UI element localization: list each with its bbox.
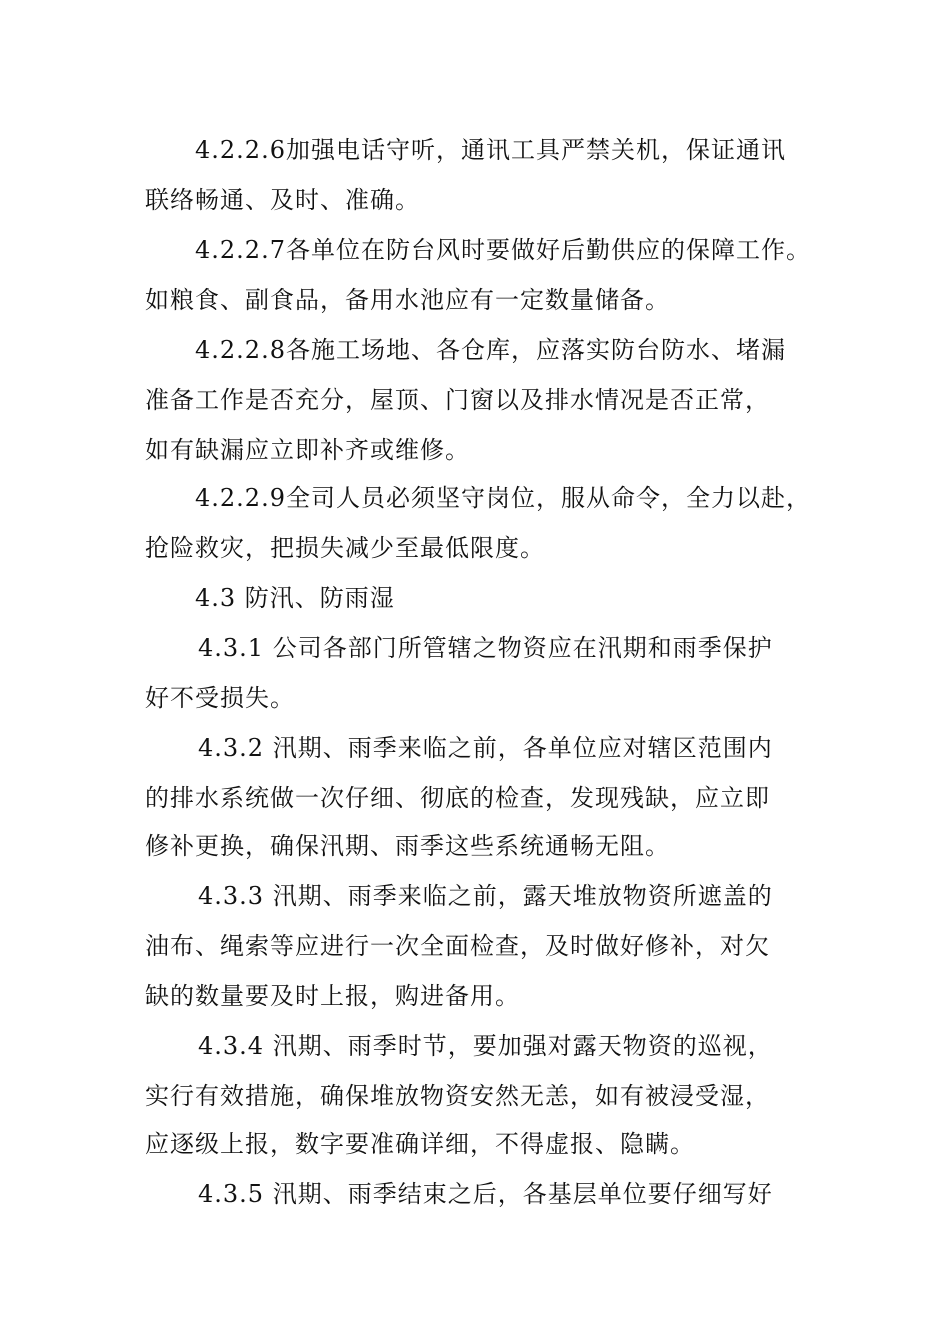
paragraph-4-3-3-line-1: 4.3.3 汛期、雨季来临之前，露天堆放物资所遮盖的 — [198, 882, 773, 910]
paragraph-4-3-3-line-2: 油布、绳索等应进行一次全面检查，及时做好修补，对欠 — [145, 932, 770, 960]
paragraph-4-3-1-line-2: 好不受损失。 — [145, 684, 295, 712]
paragraph-4-3-4-line-3: 应逐级上报，数字要准确详细，不得虚报、隐瞒。 — [145, 1130, 695, 1158]
paragraph-4-3-5-line-1: 4.3.5 汛期、雨季结束之后，各基层单位要仔细写好 — [198, 1180, 773, 1208]
paragraph-4-2-2-7-line-2: 如粮食、副食品，备用水池应有一定数量储备。 — [145, 286, 670, 314]
paragraph-4-2-2-9-line-1: 4.2.2.9全司人员必须坚守岗位，服从命令，全力以赴， — [195, 484, 811, 512]
paragraph-4-3-1-line-1: 4.3.1 公司各部门所管辖之物资应在汛期和雨季保护 — [198, 634, 773, 662]
paragraph-4-3-2-line-2: 的排水系统做一次仔细、彻底的检查，发现残缺，应立即 — [145, 784, 770, 812]
paragraph-4-2-2-6-line-1: 4.2.2.6加强电话守听，通讯工具严禁关机，保证通讯 — [195, 136, 786, 164]
paragraph-4-3-2-line-1: 4.3.2 汛期、雨季来临之前，各单位应对辖区范围内 — [198, 734, 773, 762]
paragraph-4-3-3-line-3: 缺的数量要及时上报，购进备用。 — [145, 982, 520, 1010]
paragraph-4-3-4-line-1: 4.3.4 汛期、雨季时节，要加强对露天物资的巡视， — [198, 1032, 773, 1060]
section-heading-4-3: 4.3 防汛、防雨湿 — [195, 584, 395, 612]
paragraph-4-2-2-6-line-2: 联络畅通、及时、准确。 — [145, 186, 420, 214]
paragraph-4-2-2-8-line-3: 如有缺漏应立即补齐或维修。 — [145, 436, 470, 464]
paragraph-4-2-2-9-line-2: 抢险救灾，把损失减少至最低限度。 — [145, 534, 545, 562]
paragraph-4-2-2-8-line-1: 4.2.2.8各施工场地、各仓库，应落实防台防水、堵漏 — [195, 336, 786, 364]
paragraph-4-3-4-line-2: 实行有效措施，确保堆放物资安然无恙，如有被浸受湿， — [145, 1082, 770, 1110]
paragraph-4-2-2-7-line-1: 4.2.2.7各单位在防台风时要做好后勤供应的保障工作。 — [195, 236, 811, 264]
paragraph-4-3-2-line-3: 修补更换，确保汛期、雨季这些系统通畅无阻。 — [145, 832, 670, 860]
paragraph-4-2-2-8-line-2: 准备工作是否充分，屋顶、门窗以及排水情况是否正常， — [145, 386, 770, 414]
